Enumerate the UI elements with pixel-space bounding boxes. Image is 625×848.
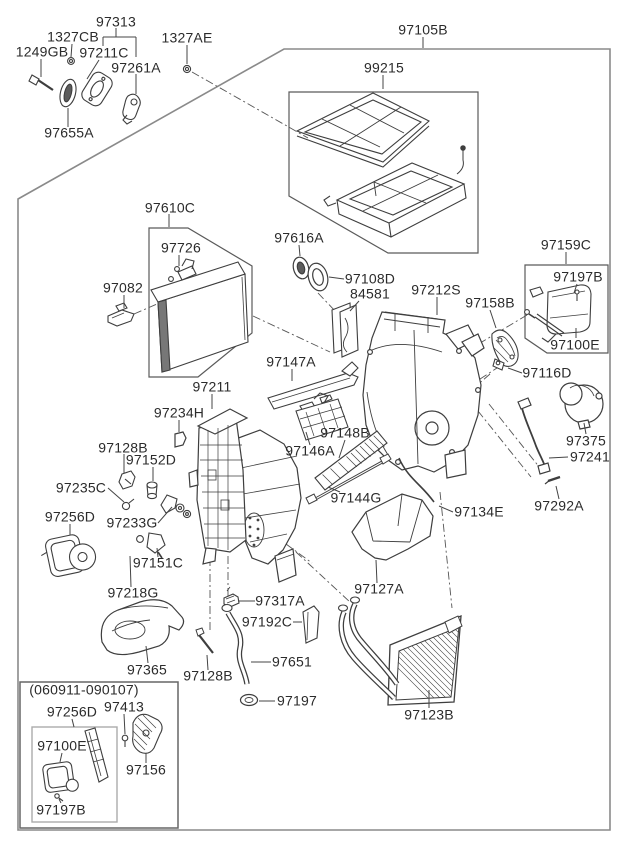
part-label-97128B: 97128B xyxy=(98,439,148,456)
seal-rings-drawing xyxy=(291,255,331,293)
part-label-97197: 97197 xyxy=(277,692,317,709)
part-label-99215: 99215 xyxy=(364,59,404,76)
part-label-97292A: 97292A xyxy=(534,497,584,514)
part-label-97192C: 97192C xyxy=(241,613,293,630)
fastener-group-drawing xyxy=(29,58,191,124)
part-label-97146A: 97146A xyxy=(285,442,335,459)
part-label-97233G: 97233G xyxy=(106,514,158,531)
part-label-97100E: 97100E xyxy=(550,336,600,353)
screw-97413 xyxy=(122,735,128,741)
knob-97152d xyxy=(147,482,157,488)
part-label-97317A: 97317A xyxy=(255,592,305,609)
screw-1249gb xyxy=(29,75,39,85)
part-label-97116D: 97116D xyxy=(522,364,572,381)
side-cover-drawing xyxy=(332,303,358,357)
case-tower xyxy=(197,418,246,552)
hinge-97234h xyxy=(175,432,186,447)
part-label-97610C: 97610C xyxy=(144,199,196,216)
part-label-97651: 97651 xyxy=(272,653,312,670)
part-label-97147A: 97147A xyxy=(266,353,316,370)
part-label-97082: 97082 xyxy=(103,279,143,296)
plate-97211c xyxy=(79,70,115,109)
seal-97655a xyxy=(57,78,78,109)
part-label-84581: 84581 xyxy=(350,285,390,302)
part-label-97197B-2: 97197B xyxy=(36,801,86,818)
part-label-97616A: 97616A xyxy=(274,229,324,246)
part-label-variant-note: (060911-090107) xyxy=(29,681,139,698)
part-label-97234H: 97234H xyxy=(153,404,205,421)
part-label-97235C: 97235C xyxy=(55,479,107,496)
part-label-97655A: 97655A xyxy=(44,124,94,141)
part-label-97105B: 97105B xyxy=(398,21,448,38)
heater-case-left-drawing xyxy=(175,409,301,582)
part-label-97127A: 97127A xyxy=(354,580,404,597)
part-label-97241: 97241 xyxy=(570,448,610,465)
actuator-kit-drawing xyxy=(530,285,591,342)
part-label-1327AE: 1327AE xyxy=(161,29,213,46)
part-label-97313: 97313 xyxy=(96,13,136,30)
part-label-97148B: 97148B xyxy=(320,424,370,441)
heater-case-right-drawing xyxy=(363,312,484,478)
sub-boxes xyxy=(20,92,608,828)
grommet-97197 xyxy=(241,695,258,706)
part-label-97256D-2: 97256D xyxy=(46,703,98,720)
lever-strip-97256d xyxy=(85,728,108,782)
part-label-1327CB: 1327CB xyxy=(47,28,99,45)
actuator-97100e xyxy=(42,761,79,795)
part-label-97159C: 97159C xyxy=(540,236,592,253)
fitting-97082 xyxy=(108,310,134,326)
part-label-97211: 97211 xyxy=(192,378,232,395)
part-label-97256D: 97256D xyxy=(44,508,96,525)
part-label-97261A: 97261A xyxy=(111,59,161,76)
actuator-97256d-drawing xyxy=(38,531,98,579)
part-label-97726: 97726 xyxy=(161,239,201,256)
core-pipe-inner xyxy=(352,604,397,684)
part-label-97134E: 97134E xyxy=(454,503,504,520)
part-label-97156: 97156 xyxy=(126,761,166,778)
part-label-97197B: 97197B xyxy=(553,268,603,285)
part-label-97211C: 97211C xyxy=(79,44,129,61)
part-label-97123B: 97123B xyxy=(404,706,454,723)
part-label-1249GB: 1249GB xyxy=(15,43,69,60)
part-label-97218G: 97218G xyxy=(107,584,159,601)
screw-99215 xyxy=(461,146,465,150)
part-label-97128B-2: 97128B xyxy=(183,667,233,684)
lever-97151c xyxy=(147,533,165,553)
floor-duct-drawing xyxy=(101,600,183,655)
evaporator-drawing xyxy=(108,259,248,372)
screw-97197b xyxy=(575,290,579,294)
rod-97128b xyxy=(199,635,213,653)
part-label-97375: 97375 xyxy=(566,432,606,449)
screw-97158b xyxy=(525,310,530,315)
part-label-97158B: 97158B xyxy=(465,294,515,311)
part-label-97108D: 97108D xyxy=(344,270,396,287)
part-label-97413: 97413 xyxy=(104,698,144,715)
harness-97241 xyxy=(522,408,546,470)
screw-97197b-2 xyxy=(55,794,59,798)
part-label-97144G: 97144G xyxy=(330,489,382,506)
part-label-97212S: 97212S xyxy=(411,281,461,298)
ball-97235c xyxy=(122,502,129,509)
pad-97192c xyxy=(303,606,319,643)
part-label-97151C: 97151C xyxy=(132,554,184,571)
part-label-97152D: 97152D xyxy=(125,451,177,468)
case-foot xyxy=(445,450,466,478)
core-pipe-outer xyxy=(341,612,394,698)
bracket-97261a xyxy=(123,94,140,119)
part-label-97365: 97365 xyxy=(127,661,167,678)
heater-core-drawing xyxy=(330,597,576,720)
part-label-97100E-2: 97100E xyxy=(37,737,87,754)
bracket-97156 xyxy=(133,714,162,753)
